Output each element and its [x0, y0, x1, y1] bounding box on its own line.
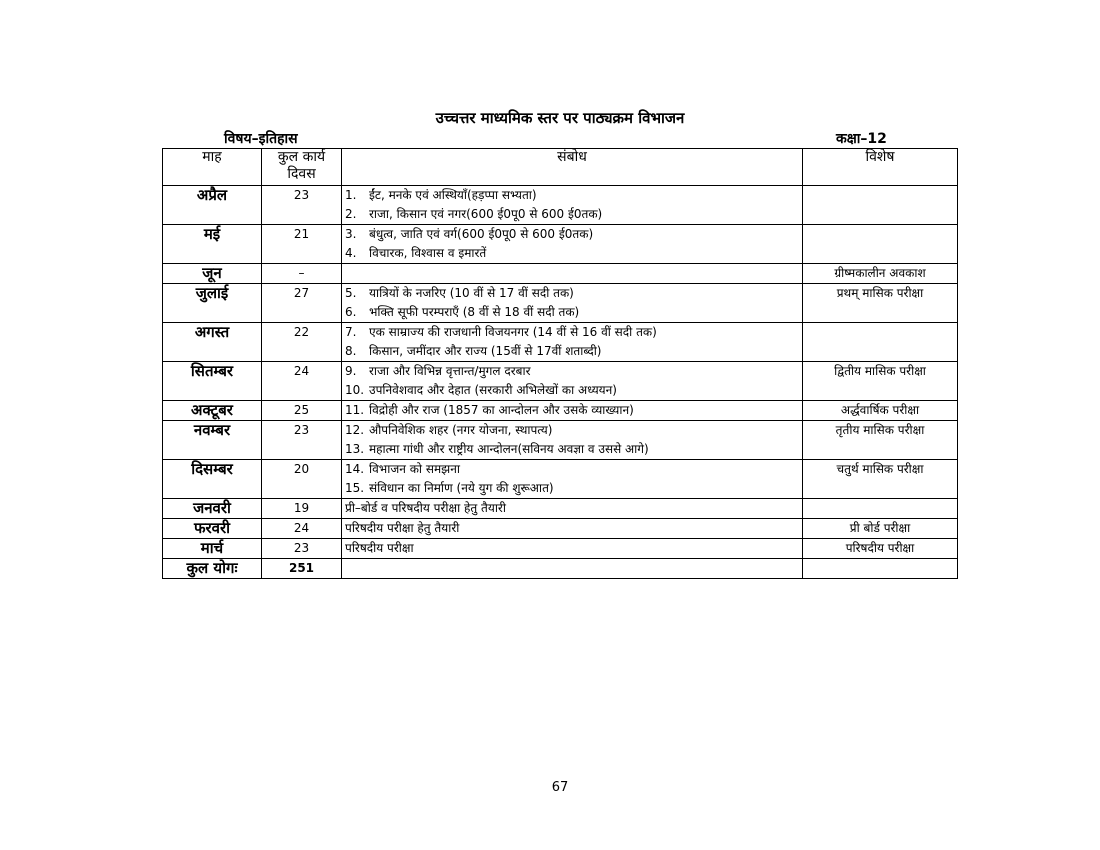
working-days-cell: 23: [262, 186, 342, 225]
topics-cell: [342, 362, 803, 401]
special-cell: द्वितीय मासिक परीक्षा: [803, 362, 958, 401]
topics-cell: [342, 225, 803, 264]
working-days-cell: 27: [262, 284, 342, 323]
topic-text: विभाजन को समझना: [369, 462, 460, 476]
topic-number: 14.: [345, 462, 365, 476]
topic-line: [345, 479, 802, 498]
topic-number: 5.: [345, 286, 357, 300]
table-row: [163, 264, 958, 284]
topic-text: संविधान का निर्माण (नये युग की शुरूआत): [369, 481, 554, 495]
topic-text: बंधुत्व, जाति एवं वर्ग(600 ई0पू0 से 600 ई0तक): [369, 227, 594, 241]
working-days-cell: 21: [262, 225, 342, 264]
table-row: [163, 284, 958, 323]
topics-cell: [342, 539, 803, 559]
topic-text: औपनिवेशिक शहर (नगर योजना, स्थापत्य): [369, 423, 553, 437]
topic-number: 13.: [345, 442, 365, 456]
topic-line: [345, 244, 802, 263]
month-cell: जुलाई: [163, 284, 262, 323]
topic-text: परिषदीय परीक्षा हेतु तैयारी: [345, 521, 460, 535]
topic-line: [345, 342, 802, 361]
topic-number: 4.: [345, 246, 357, 260]
topic-text: उपनिवेशवाद और देहात (सरकारी अभिलेखों का अध्ययन): [369, 383, 617, 397]
topic-line: [345, 519, 802, 538]
special-cell: परिषदीय परीक्षा: [803, 539, 958, 559]
month-cell: अक्टूबर: [163, 401, 262, 421]
topic-line: [345, 460, 802, 479]
working-days-cell: 23: [262, 539, 342, 559]
topic-number: 15.: [345, 481, 365, 495]
topic-text: एक साम्राज्य की राजधानी विजयनगर (14 वीं से 16 वीं सदी तक): [369, 325, 657, 339]
topic-line: [345, 284, 802, 303]
topic-line: [345, 421, 802, 440]
month-cell: नवम्बर: [163, 421, 262, 460]
topic-text: विद्रोही और राज (1857 का आन्दोलन और उसके व्याख्यान): [369, 403, 634, 417]
header-working-days: [262, 149, 342, 186]
table-row: [163, 421, 958, 460]
total-value: 251: [262, 559, 342, 579]
table-row: [163, 499, 958, 519]
working-days-cell: 24: [262, 519, 342, 539]
topic-line: [345, 186, 802, 205]
topic-text: महात्मा गांधी और राष्ट्रीय आन्दोलन(सविनय अवज्ञा व उससे आगे): [369, 442, 649, 456]
working-days-cell: 25: [262, 401, 342, 421]
syllabus-table: [162, 148, 958, 579]
special-cell: तृतीय मासिक परीक्षा: [803, 421, 958, 460]
header-working-days-line1: कुल कार्य: [277, 149, 326, 165]
table-row: [163, 362, 958, 401]
month-cell: जनवरी: [163, 499, 262, 519]
topic-line: [345, 303, 802, 322]
topic-line: [345, 440, 802, 459]
topic-number: 1.: [345, 188, 357, 202]
month-cell: अप्रैल: [163, 186, 262, 225]
working-days-cell: 23: [262, 421, 342, 460]
topics-cell: [342, 186, 803, 225]
header-month: माह: [163, 149, 262, 186]
topics-cell: [342, 264, 803, 284]
topic-text: भक्ति सूफी परम्पराएँ (8 वीं से 18 वीं सदी तक): [369, 305, 580, 319]
month-cell: दिसम्बर: [163, 460, 262, 499]
special-cell: [803, 323, 958, 362]
topic-number: 9.: [345, 364, 357, 378]
month-cell: मई: [163, 225, 262, 264]
topic-number: 6.: [345, 305, 357, 319]
working-days-cell: 19: [262, 499, 342, 519]
topics-cell: [342, 519, 803, 539]
special-cell: प्री बोर्ड परीक्षा: [803, 519, 958, 539]
total-special-empty: [803, 559, 958, 579]
working-days-cell: 20: [262, 460, 342, 499]
topics-cell: [342, 460, 803, 499]
month-cell: सितम्बर: [163, 362, 262, 401]
topic-number: 8.: [345, 344, 357, 358]
topic-text: ईंट, मनके एवं अस्थियाँ(हड़प्पा सभ्यता): [369, 188, 537, 202]
subject-label: विषय–इतिहास: [224, 131, 298, 147]
topics-cell: [342, 421, 803, 460]
special-cell: [803, 499, 958, 519]
header-working-days-line2: दिवस: [287, 166, 316, 182]
class-label: कक्षा–12: [836, 131, 887, 147]
table-row: [163, 323, 958, 362]
month-cell: जून: [163, 264, 262, 284]
topic-line: [345, 205, 802, 224]
working-days-cell: –: [262, 264, 342, 284]
topic-text: विचारक, विश्वास व इमारतें: [369, 246, 487, 260]
table-row: [163, 401, 958, 421]
topic-line: [345, 381, 802, 400]
table-header-row: [163, 149, 958, 186]
month-cell: मार्च: [163, 539, 262, 559]
topic-text: यात्रियों के नजरिए (10 वीं से 17 वीं सदी तक): [369, 286, 574, 300]
page-title: उच्चत्तर माध्यमिक स्तर पर पाठ्यक्रम विभाजन: [435, 109, 685, 127]
table-body: [163, 186, 958, 559]
table-row: [163, 460, 958, 499]
special-cell: प्रथम् मासिक परीक्षा: [803, 284, 958, 323]
special-cell: [803, 186, 958, 225]
topic-line: [345, 499, 802, 518]
topics-cell: [342, 499, 803, 519]
special-cell: ग्रीष्मकालीन अवकाश: [803, 264, 958, 284]
header-topics: संबोध: [342, 149, 803, 186]
working-days-cell: 22: [262, 323, 342, 362]
topics-cell: [342, 401, 803, 421]
topic-number: 7.: [345, 325, 357, 339]
topic-number: 11.: [345, 403, 365, 417]
special-cell: अर्द्धवार्षिक परीक्षा: [803, 401, 958, 421]
table-row: [163, 186, 958, 225]
header-special: विशेष: [803, 149, 958, 186]
working-days-cell: 24: [262, 362, 342, 401]
table-row: [163, 519, 958, 539]
topic-line: [345, 401, 802, 420]
total-row: [163, 559, 958, 579]
special-cell: [803, 225, 958, 264]
topic-line: [345, 539, 802, 558]
special-cell: चतुर्थ मासिक परीक्षा: [803, 460, 958, 499]
topic-number: 12.: [345, 423, 365, 437]
topic-line: [345, 225, 802, 244]
topic-text: परिषदीय परीक्षा: [345, 541, 414, 555]
topic-line: [345, 323, 802, 342]
total-topics-empty: [342, 559, 803, 579]
total-label: कुल योगः: [163, 559, 262, 579]
topic-number: 10.: [345, 383, 365, 397]
topics-cell: [342, 284, 803, 323]
topic-text: राजा और विभिन्न वृत्तान्त/मुगल दरबार: [369, 364, 531, 378]
topic-number: 3.: [345, 227, 357, 241]
page-number: 67: [551, 780, 569, 795]
topic-text: प्री–बोर्ड व परिषदीय परीक्षा हेतु तैयारी: [345, 501, 506, 515]
topic-line: [345, 362, 802, 381]
topic-text: किसान, जमींदार और राज्य (15वीं से 17वीं शताब्दी): [369, 344, 602, 358]
topic-text: राजा, किसान एवं नगर(600 ई0पू0 से 600 ई0तक): [369, 207, 603, 221]
month-cell: फरवरी: [163, 519, 262, 539]
topics-cell: [342, 323, 803, 362]
table-row: [163, 539, 958, 559]
month-cell: अगस्त: [163, 323, 262, 362]
table-row: [163, 225, 958, 264]
topic-number: 2.: [345, 207, 357, 221]
